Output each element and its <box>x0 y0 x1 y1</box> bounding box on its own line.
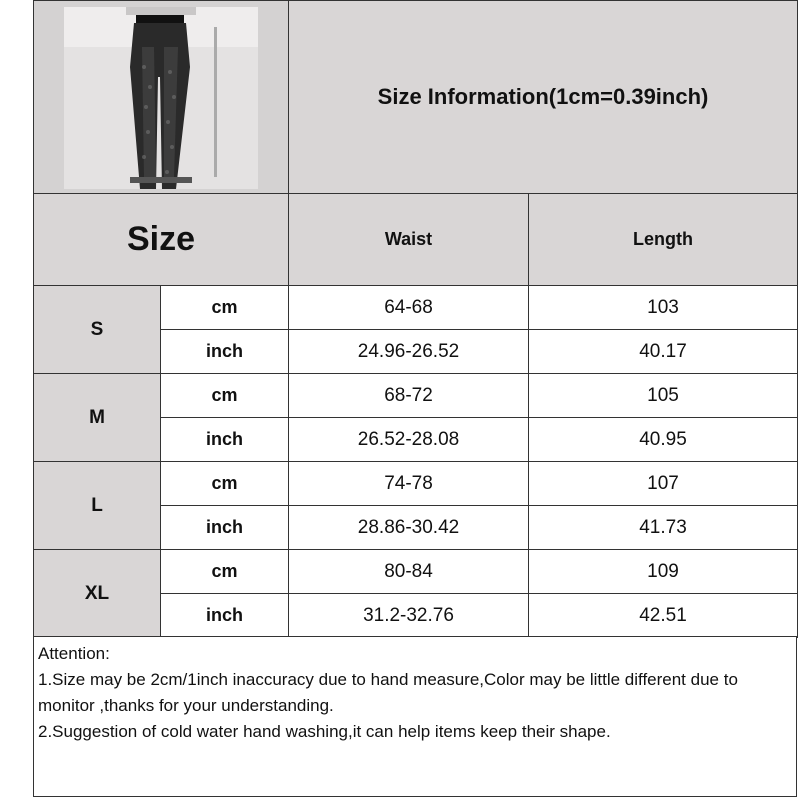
waist-value: 26.52-28.08 <box>289 418 529 462</box>
length-value: 40.95 <box>529 418 798 462</box>
lace-pants-illustration <box>64 7 258 189</box>
unit-inch: inch <box>161 330 289 374</box>
unit-cm: cm <box>161 286 289 330</box>
size-chart-table <box>33 0 798 638</box>
attention-line-1: 1.Size may be 2cm/1inch inaccuracy due to hand measure,Color may be little different due to monitor ,thanks for your understanding. <box>38 670 738 715</box>
length-value: 107 <box>529 462 798 506</box>
unit-inch: inch <box>161 418 289 462</box>
unit-inch: inch <box>161 506 289 550</box>
attention-heading: Attention: <box>38 644 110 663</box>
length-value: 40.17 <box>529 330 798 374</box>
waist-value: 64-68 <box>289 286 529 330</box>
waist-value: 80-84 <box>289 550 529 594</box>
size-header: Size <box>34 194 289 286</box>
attention-notes <box>33 636 797 797</box>
length-value: 103 <box>529 286 798 330</box>
product-photo <box>64 7 258 189</box>
size-label-xl: XL <box>34 550 161 638</box>
size-label-l: L <box>34 462 161 550</box>
waist-value: 28.86-30.42 <box>289 506 529 550</box>
size-info-title: Size Information(1cm=0.39inch) <box>289 1 798 194</box>
size-label-m: M <box>34 374 161 462</box>
unit-inch: inch <box>161 594 289 638</box>
waist-value: 68-72 <box>289 374 529 418</box>
length-value: 105 <box>529 374 798 418</box>
length-value: 42.51 <box>529 594 798 638</box>
waist-value: 24.96-26.52 <box>289 330 529 374</box>
unit-cm: cm <box>161 374 289 418</box>
size-label-s: S <box>34 286 161 374</box>
unit-cm: cm <box>161 462 289 506</box>
length-value: 41.73 <box>529 506 798 550</box>
product-photo-cell <box>34 1 289 194</box>
waist-value: 31.2-32.76 <box>289 594 529 638</box>
waist-value: 74-78 <box>289 462 529 506</box>
attention-line-2: 2.Suggestion of cold water hand washing,it can help items keep their shape. <box>38 722 611 741</box>
length-header: Length <box>529 194 798 286</box>
waist-header: Waist <box>289 194 529 286</box>
length-value: 109 <box>529 550 798 594</box>
unit-cm: cm <box>161 550 289 594</box>
